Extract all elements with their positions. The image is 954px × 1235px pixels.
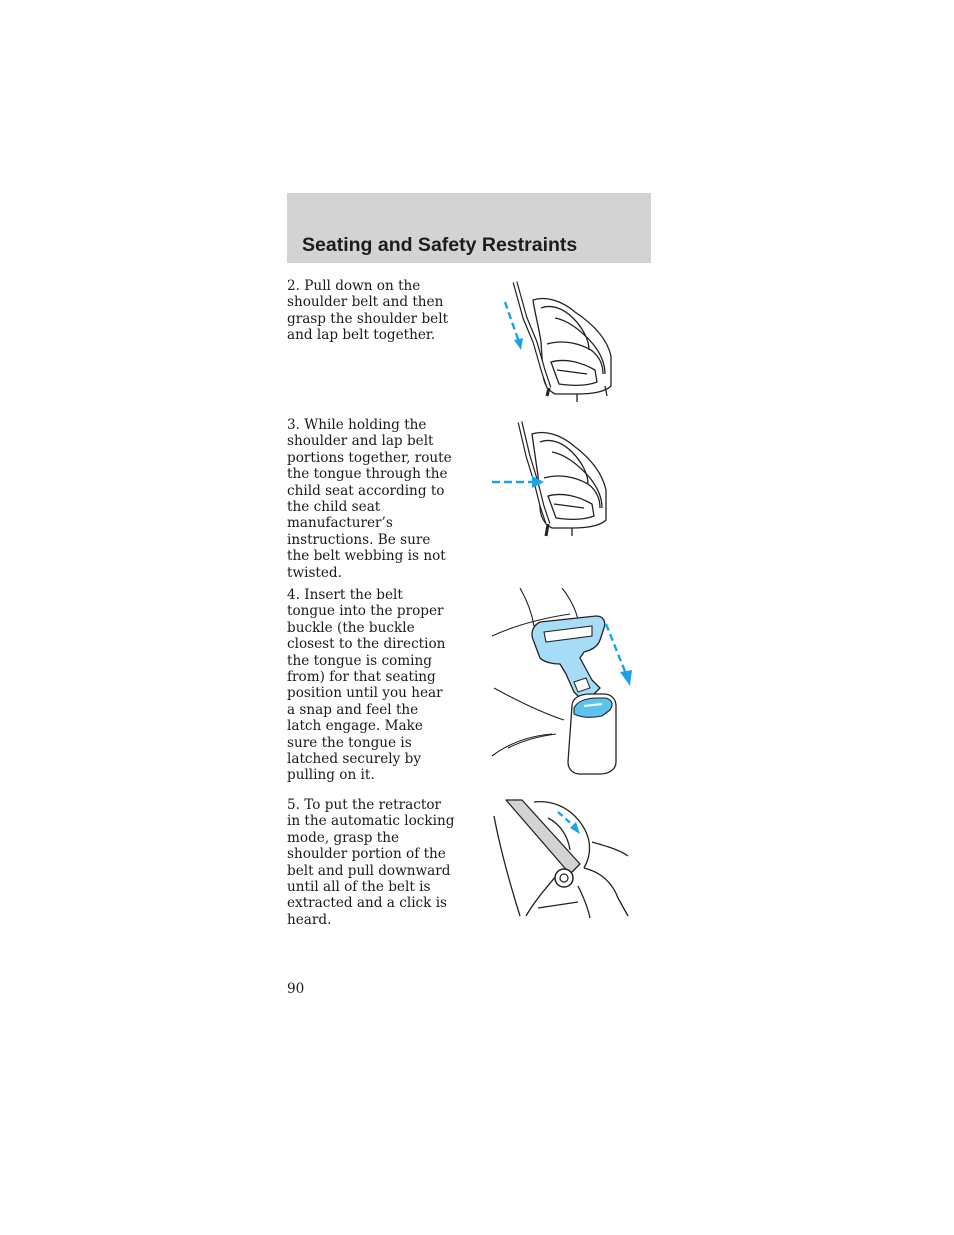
retractor-lock-illustration	[488, 798, 638, 923]
step-3-text: 3. While holding the shoulder and lap belt portions together, route the tongue through the child seat according to the child seat manufacturer’s instructions. Be sure the belt webbing is not twisted.	[287, 417, 452, 581]
section-title: Seating and Safety Restraints	[302, 234, 578, 256]
step-4-text: 4. Insert the belt tongue into the proper buckle (the buckle closest to the direction the tongue is coming from) for that seating position until you hear a snap and feel the latch engage. Make sure the tongue is latched securely by pulling on it.	[287, 587, 446, 784]
section-header	[287, 193, 651, 263]
step-5-text: 5. To put the retractor in the automatic locking mode, grasp the shoulder portion of the belt and pull downward until all of the belt is extracted and a click is heard.	[287, 797, 455, 928]
page-number: 90	[287, 981, 305, 997]
child-seat-route-tongue-illustration	[490, 420, 615, 545]
child-seat-pull-belt-illustration	[495, 278, 620, 406]
step-2-text: 2. Pull down on the shoulder belt and then grasp the shoulder belt and lap belt together.	[287, 278, 449, 344]
buckle-insert-tongue-illustration	[488, 588, 638, 783]
